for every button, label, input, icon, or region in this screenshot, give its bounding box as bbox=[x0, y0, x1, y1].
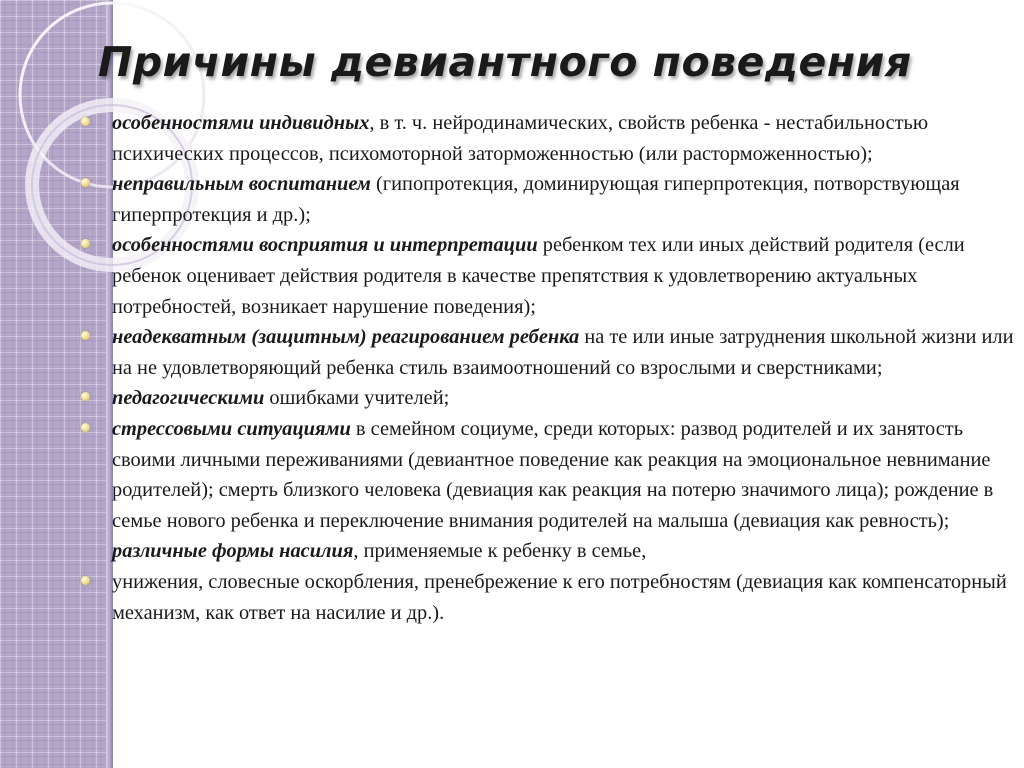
side-decoration-panel bbox=[0, 0, 112, 768]
item-text: (гипопротекция, доминирующая гиперпротекция, потворствующая гиперпротекция и др.); bbox=[112, 173, 960, 226]
causes-list bbox=[112, 108, 1017, 628]
item-text: в семейном социуме, среди которых: развод родителей и их занятость своими личными переживаниями (девиантное поведение как реакция на эмоциональное невнимание родителей); смерть близкого человека (девиация как реакция на потерю значимого лица); рождение в семье нового ребенка и переключение внимания родителей на малыша (девиация как ревность); bbox=[112, 417, 994, 532]
bullet-icon bbox=[81, 423, 90, 432]
item-text: ошибками учителей; bbox=[264, 387, 450, 410]
list-item bbox=[112, 414, 1017, 567]
emphasized-text: особенностями индивидных bbox=[112, 112, 370, 134]
list-item bbox=[112, 169, 1017, 230]
item-text: на те или иные затруднения школьной жизни или на не удовлетворяющий ребенка стиль взаимоотношений со взрослыми и сверстниками; bbox=[112, 326, 1014, 379]
bullet-icon bbox=[81, 576, 90, 585]
item-text: унижения, словесные оскорбления, пренебрежение к его потребностям (девиация как компенсаторный механизм, как ответ на насилие и др.). bbox=[112, 570, 1007, 624]
emphasized-text: педагогическими bbox=[112, 387, 265, 410]
list-item bbox=[112, 383, 1017, 414]
list-item bbox=[112, 567, 1017, 628]
item-text: , применяемые к ребенку в семье, bbox=[353, 540, 647, 563]
emphasized-text: особенностями восприятия и интерпретации bbox=[112, 234, 538, 257]
slide-title: Причины девиантного поведения bbox=[98, 38, 912, 86]
emphasized-text: стрессовыми ситуациями bbox=[112, 417, 351, 440]
list-item bbox=[112, 230, 1017, 322]
list-item bbox=[112, 108, 1017, 169]
emphasized-text: неправильным воспитанием bbox=[112, 173, 371, 196]
emphasized-text: различные формы насилия bbox=[112, 540, 354, 563]
list-item bbox=[112, 322, 1017, 383]
item-text: , в т. ч. нейродинамических, свойств ребенка - нестабильностью психических процессов, психомоторной заторможенностью (или расторможенностью); bbox=[112, 112, 929, 165]
emphasized-text: неадекватным (защитным) реагированием ребенка bbox=[112, 326, 580, 349]
item-text: ребенком тех или иных действий родителя (если ребенок оценивает действия родителя в качестве препятствия к удовлетворению актуальных потребностей, возникает нарушение поведения); bbox=[112, 234, 965, 318]
bullet-icon bbox=[81, 117, 90, 126]
